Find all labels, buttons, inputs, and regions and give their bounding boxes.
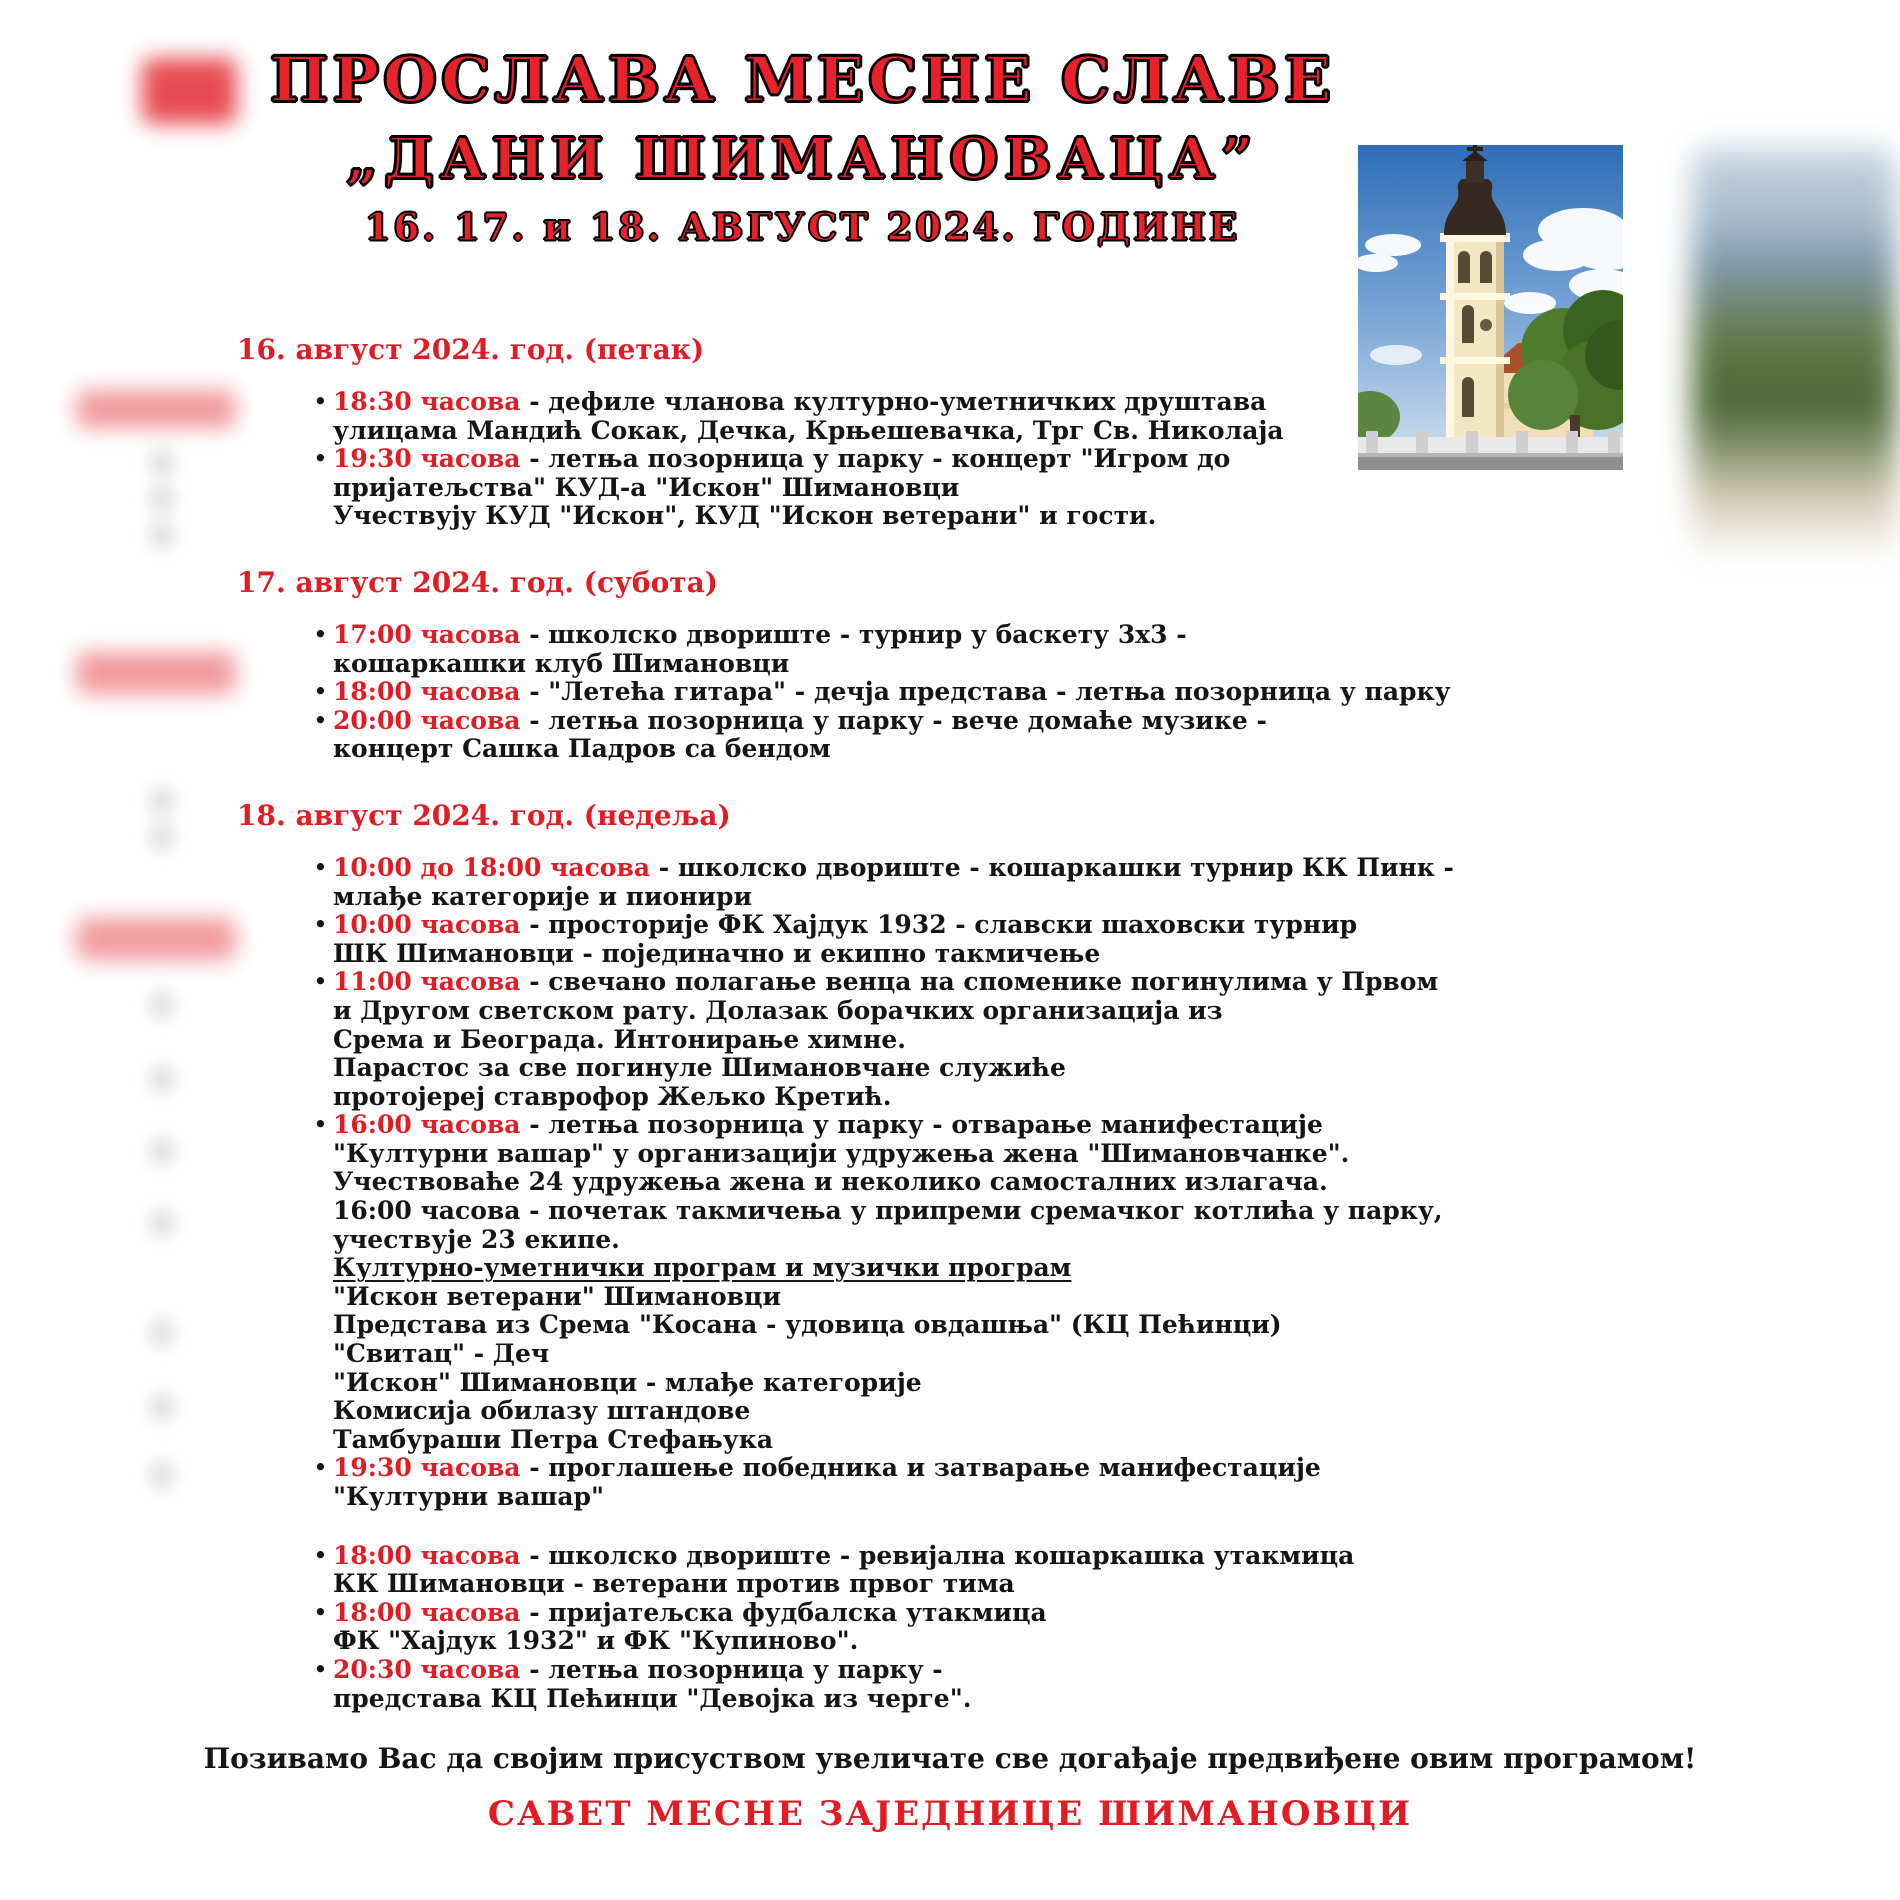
blur-artifact [148, 1136, 176, 1166]
title-block [230, 44, 1375, 250]
event-text-line: представа КЦ Пећинци "Девојка из черге". [333, 1683, 972, 1713]
event-time: 18:00 часова [333, 1597, 521, 1627]
event-text: - школско двориште - ревијална кошаркашка утакмица [520, 1540, 1355, 1570]
event-text: - дефиле чланова културно-уметничких друштава [520, 387, 1267, 416]
schedule-item [333, 1111, 1537, 1454]
poster-title: ПРОСЛАВА МЕСНЕ СЛАВЕ [269, 43, 1336, 116]
event-text-line: Културно-уметнички програм и музички програм [333, 1253, 1072, 1283]
event-text-line: Парастос за све погинуле Шимановчане служиће [333, 1053, 1066, 1083]
event-text-line: "Искон" Шимановци - млађе категорије [333, 1367, 922, 1397]
event-time: 10:00 до 18:00 часова [333, 852, 651, 882]
blur-artifact [148, 786, 176, 816]
schedule-item [333, 678, 1537, 707]
blur-artifact [148, 484, 176, 514]
blur-artifact [148, 448, 176, 478]
program [237, 332, 1537, 1747]
schedule-item [333, 911, 1537, 968]
event-text: - "Летећа гитара" - дечја представа - летња позорница у парку [520, 677, 1451, 707]
blur-artifact [148, 520, 176, 550]
event-text: - просторије ФК Хајдук 1932 - славски шаховски турнир [520, 910, 1358, 940]
event-time: 20:30 часова [333, 1654, 521, 1684]
schedule-item [333, 707, 1537, 764]
event-text-line: пријатељства" КУД-а "Искон" Шимановци [333, 472, 960, 502]
blur-artifact [148, 990, 176, 1020]
blur-artifact [148, 822, 176, 852]
event-text-line: Срема и Београда. Интонирање химне. [333, 1024, 907, 1054]
schedule-item [333, 968, 1537, 1111]
event-text-line: "Искон ветерани" Шимановци [333, 1281, 782, 1311]
event-text-line: КК Шимановци - ветерани против првог тима [333, 1569, 1015, 1599]
event-text-line: 16:00 часова - почетак такмичења у припреми сремачког котлића у парку, [333, 1196, 1443, 1226]
event-text-line: концерт Сашка Падров са бендом [333, 734, 831, 764]
program-section [237, 798, 1537, 1713]
event-text: - проглашење победника и затварање манифестације [520, 1453, 1321, 1483]
event-text-line: улицама Мандић Сокак, Дечка, Крњешевачка, Трг Св. Николаја [333, 415, 1284, 445]
event-text-line: Тамбураши Петра Стефањука [333, 1424, 774, 1454]
schedule-item [333, 1656, 1537, 1713]
event-text-line: учествује 23 екипе. [333, 1224, 620, 1254]
blur-artifact [76, 918, 236, 960]
event-text: - летња позорница у парку - [520, 1654, 943, 1684]
event-text: - свечано полагање венца на споменике погинулима у Првом [520, 967, 1439, 997]
event-text-line: Учествују КУД "Искон", КУД "Искон ветерани" и гости. [333, 501, 1157, 531]
poster-dates: 16. 17. и 18. АВГУСТ 2024. ГОДИНЕ [364, 205, 1241, 249]
event-time: 11:00 часова [333, 967, 521, 997]
event-text: - летња позорница у парку - отварање манифестације [520, 1110, 1323, 1140]
schedule-item [333, 388, 1537, 445]
invitation-text: Позивамо Вас да својим присуством увеличате све догађаје предвиђене овим програмом! [203, 1742, 1697, 1775]
blur-artifact [148, 1460, 176, 1490]
blur-artifact [148, 1064, 176, 1094]
section-date-header: 17. август 2024. год. (субота) [237, 565, 719, 599]
event-time: 10:00 часова [333, 910, 521, 940]
event-text: - летња позорница у парку - концерт "Игром до [520, 444, 1231, 474]
schedule-item [333, 1542, 1537, 1599]
blur-artifact [76, 652, 236, 694]
program-section [237, 565, 1537, 764]
event-time: 19:30 часова [333, 444, 521, 474]
event-text: - пријатељска фудбалска утакмица [520, 1597, 1047, 1627]
event-time: 17:00 часова [333, 619, 521, 649]
event-text-line: млађе категорије и пионири [333, 881, 753, 911]
event-text-line: "Свитац" - Деч [333, 1339, 550, 1369]
organizer-signature: САВЕТ МЕСНЕ ЗАЈЕДНИЦЕ ШИМАНОВЦИ [487, 1794, 1413, 1834]
event-time: 16:00 часова [333, 1110, 521, 1140]
event-text-line: "Културни вашар" у организацији удружења жена "Шимановчанке". [333, 1138, 1350, 1168]
event-text: - летња позорница у парку - вече домаће музике - [520, 705, 1267, 735]
event-text-line: Представа из Срема "Косана - удовица овдашња" (КЦ Пећинци) [333, 1310, 1282, 1340]
blur-artifact [148, 1208, 176, 1238]
event-time: 18:00 часова [333, 1540, 521, 1570]
event-text: - школско двориште - кошаркашки турнир КК Пинк - [650, 852, 1454, 882]
section-date-header: 18. август 2024. год. (недеља) [237, 798, 731, 832]
schedule-item [333, 621, 1537, 678]
event-time: 20:00 часова [333, 705, 521, 735]
event-text-line: кошаркашки клуб Шимановци [333, 648, 790, 678]
event-text: - школско двориште - турнир у баскету 3х3 - [520, 619, 1187, 649]
poster-subtitle: „ДАНИ ШИМАНОВАЦА” [345, 126, 1259, 192]
event-text-line: ФК "Хајдук 1932" и ФК "Купиново". [333, 1626, 859, 1656]
schedule-item [333, 445, 1537, 531]
schedule-item [333, 1599, 1537, 1656]
event-text-line: "Културни вашар" [333, 1482, 605, 1511]
blur-artifact [76, 390, 236, 428]
event-text-line: ШК Шимановци - појединачно и екипно такмичење [333, 938, 1101, 968]
event-time: 18:00 часова [333, 677, 521, 707]
section-date-header: 16. август 2024. год. (петак) [237, 333, 705, 366]
right-blur-artifact [1692, 148, 1896, 560]
event-time: 19:30 часова [333, 1453, 521, 1483]
event-text-line: протојереј ставрофор Жељко Кретић. [333, 1081, 892, 1111]
event-text-line: и Другом светском рату. Долазак борачких организација из [333, 995, 1223, 1025]
schedule-item [333, 854, 1537, 911]
program-section [237, 332, 1537, 531]
event-text-line: Учествоваће 24 удружења жена и неколико самосталних излагача. [333, 1167, 1328, 1197]
event-time: 18:30 часова [333, 387, 521, 416]
event-text-line: Комисија обилазу штандове [333, 1396, 751, 1426]
blur-artifact [142, 58, 237, 124]
blur-artifact [148, 1318, 176, 1348]
blur-artifact [148, 1392, 176, 1422]
schedule-item [333, 1454, 1537, 1511]
